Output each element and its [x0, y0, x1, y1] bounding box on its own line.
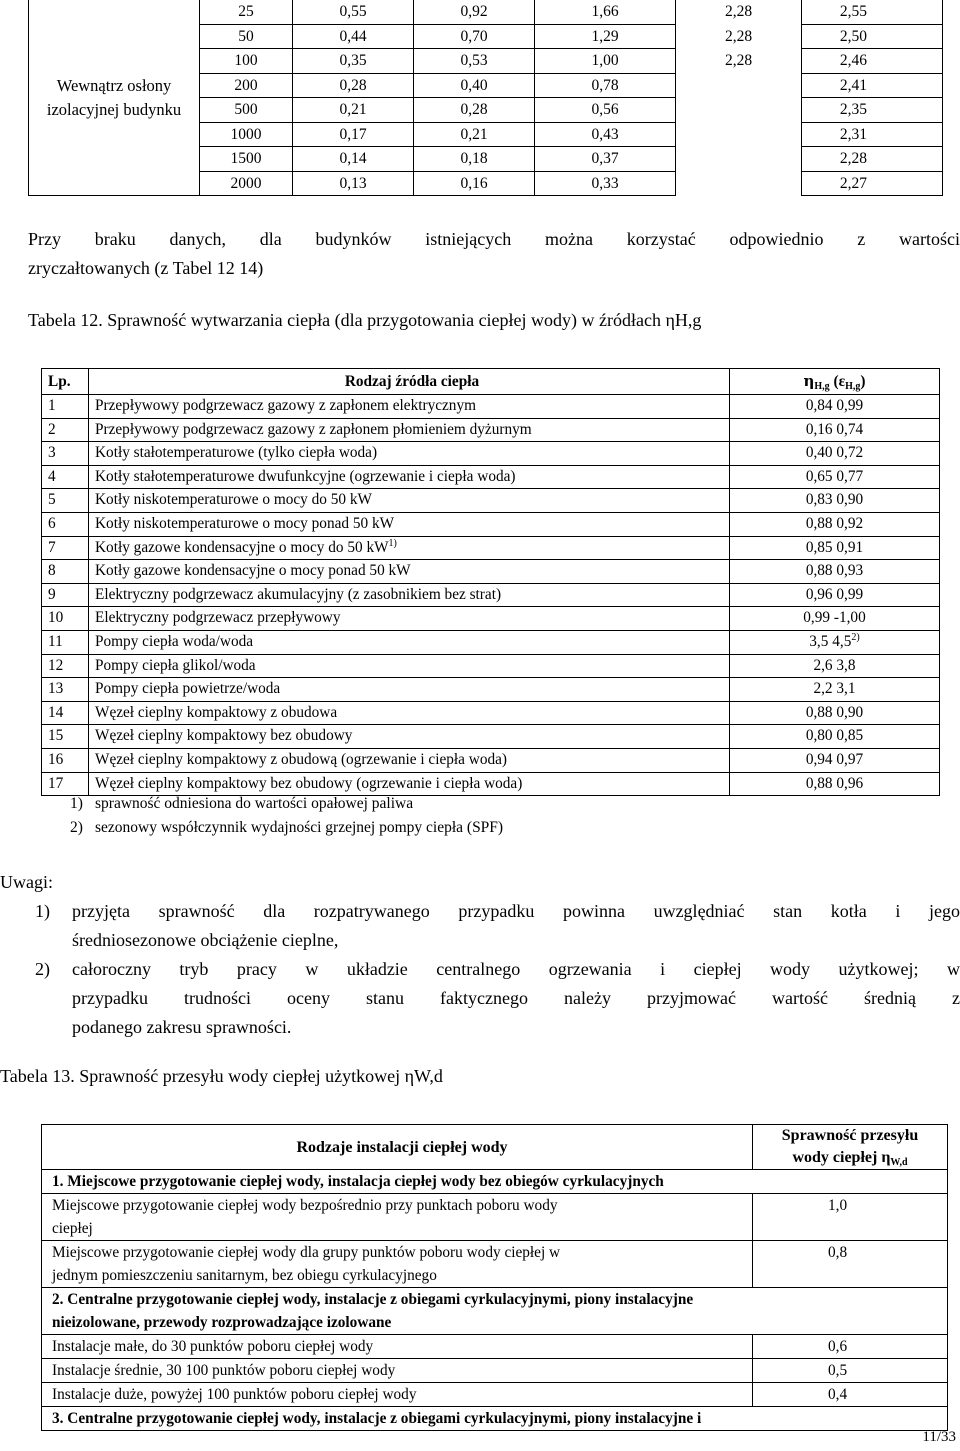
eps-open: (ε	[829, 373, 846, 390]
table-cell: 0,56	[535, 98, 676, 123]
efficiency-range: 0,88 0,96	[805, 774, 864, 792]
row-name: Instalacje średnie, 30 100 punktów poboru ciepłej wody	[42, 1359, 753, 1383]
efficiency-value	[730, 607, 940, 631]
row-number: 13	[42, 678, 89, 702]
efficiency-range: 0,88 0,90	[805, 703, 864, 721]
table12	[41, 368, 940, 796]
row-name	[42, 1241, 753, 1288]
heat-source-text: Kotły stałotemperaturowe (tylko ciepła woda)	[95, 444, 378, 462]
efficiency-value	[730, 395, 940, 419]
efficiency-value	[730, 748, 940, 772]
table13-header-row	[42, 1125, 948, 1170]
table-cell: 50	[200, 24, 293, 49]
heat-source-text: Elektryczny podgrzewacz przepływowy	[95, 609, 341, 627]
footnote-marker: 1)	[388, 537, 397, 549]
heat-source-text: Węzeł cieplny kompaktowy z obudowa	[95, 703, 338, 721]
table-cell: 200	[200, 73, 293, 98]
table-cell: 0,43	[535, 122, 676, 147]
footnote	[70, 792, 503, 816]
table-cell	[676, 73, 802, 98]
remark-line: przyjęta sprawność dla rozpatrywanego przypadku powinna uwzględniać stan kotła i jego	[72, 901, 960, 921]
table13	[41, 1124, 948, 1431]
table-cell: 2,55	[802, 0, 943, 24]
efficiency-value	[730, 772, 940, 796]
heat-source-name	[89, 418, 730, 442]
efficiency-range: 2,2 3,1	[813, 680, 856, 698]
table12-caption: Tabela 12. Sprawność wytwarzania ciepła (dla przygotowania ciepłej wody) w źródłach ηH,g	[28, 310, 702, 330]
efficiency-range: 0,88 0,93	[805, 562, 864, 580]
table-row	[42, 630, 940, 654]
remarks-list	[35, 897, 960, 1042]
row-number: 4	[42, 465, 89, 489]
efficiency-value	[730, 536, 940, 560]
row-name: Instalacje małe, do 30 punktów poboru ciepłej wody	[42, 1335, 753, 1359]
row-value: 0,6	[753, 1335, 948, 1359]
remark-line: podanego zakresu sprawności.	[72, 1017, 292, 1037]
efficiency-table-continued	[28, 0, 943, 196]
row-number: 8	[42, 560, 89, 584]
heat-source-text: Przepływowy podgrzewacz gazowy z zapłonem elektrycznym	[95, 397, 476, 414]
heat-source-name	[89, 725, 730, 749]
table-row	[42, 725, 940, 749]
efficiency-value	[730, 583, 940, 607]
table-row	[42, 489, 940, 513]
heat-source-name	[89, 583, 730, 607]
table-row	[42, 607, 940, 631]
table-row	[42, 748, 940, 772]
table-row	[42, 395, 940, 419]
table-row	[42, 583, 940, 607]
section-title: 1. Miejscowe przygotowanie ciepłej wody, instalacja ciepłej wody bez obiegów cyrkulacyjnych	[42, 1170, 948, 1194]
remark-line: średniosezonowe obciążenie cieplne,	[72, 930, 339, 950]
row-number: 10	[42, 607, 89, 631]
heat-source-name	[89, 748, 730, 772]
row-name: Instalacje duże, powyżej 100 punktów poboru ciepłej wody	[42, 1383, 753, 1407]
remark-number: 1)	[35, 901, 50, 921]
table-cell: 2,28	[676, 0, 802, 24]
efficiency-range: 0,65 0,77	[805, 467, 864, 485]
heat-source-name	[89, 512, 730, 536]
remark-line: przypadku trudności oceny stanu faktycznego należy przyjmować wartość średnią z	[72, 988, 960, 1008]
table-row	[42, 1194, 948, 1241]
heat-source-name	[89, 560, 730, 584]
table-cell: 0,92	[414, 0, 535, 24]
table-row	[29, 0, 943, 24]
table-row	[42, 1359, 948, 1383]
table-row	[42, 465, 940, 489]
table-cell: 0,40	[414, 73, 535, 98]
efficiency-range: 0,83 0,90	[805, 491, 864, 509]
row-number: 7	[42, 536, 89, 560]
table13-section-3	[42, 1407, 948, 1431]
table-cell: 0,21	[414, 122, 535, 147]
table13-section-1	[42, 1170, 948, 1194]
table-cell: 2,31	[802, 122, 943, 147]
footnote-text: sprawność odniesiona do wartości opałowej paliwa	[95, 795, 414, 812]
remark-line: całoroczny tryb pracy w układzie centralnego ogrzewania i ciepłej wody użytkowej; w	[72, 959, 960, 979]
table12-header-lp: Lp.	[42, 369, 89, 395]
table-cell: 0,18	[414, 147, 535, 172]
table-cell: 0,44	[293, 24, 414, 49]
section-title	[42, 1288, 948, 1335]
efficiency-range: 0,94 0,97	[805, 750, 864, 768]
heat-source-name	[89, 678, 730, 702]
row-number: 6	[42, 512, 89, 536]
table12-notes	[70, 792, 503, 840]
section-title-line2: nieizolowane, przewody rozprowadzające izolowane	[52, 1314, 392, 1331]
heat-source-text: Kotły stałotemperaturowe dwufunkcyjne (ogrzewanie i ciepła woda)	[95, 467, 516, 485]
efficiency-value	[730, 442, 940, 466]
efficiency-value	[730, 418, 940, 442]
table-cell: 2,28	[676, 24, 802, 49]
table-cell	[676, 171, 802, 196]
row-number: 14	[42, 701, 89, 725]
heat-source-text: Pompy ciepła glikol/woda	[95, 656, 256, 674]
heat-source-text: Elektryczny podgrzewacz akumulacyjny (z zasobnikiem bez strat)	[95, 585, 502, 603]
table-cell: 0,14	[293, 147, 414, 172]
table-cell: 0,37	[535, 147, 676, 172]
table-row	[42, 560, 940, 584]
table-cell: 100	[200, 49, 293, 74]
heat-source-text: Przepływowy podgrzewacz gazowy z zapłonem płomieniem dyżurnym	[95, 420, 532, 438]
efficiency-range: 0,40 0,72	[805, 444, 864, 462]
remarks-title: Uwagi:	[0, 872, 53, 892]
table-cell: 0,33	[535, 171, 676, 196]
heat-source-text: Węzeł cieplny kompaktowy bez obudowy	[95, 727, 353, 745]
eta-subscript: H,g	[814, 381, 830, 392]
heat-source-name	[89, 536, 730, 560]
efficiency-range: 0,85 0,91	[805, 538, 864, 556]
efficiency-range: 2,6 3,8	[813, 656, 856, 674]
eps-subscript: H,g	[845, 381, 861, 392]
efficiency-range: 0,88 0,92	[805, 514, 864, 532]
efficiency-value	[730, 465, 940, 489]
table-cell: 25	[200, 0, 293, 24]
row-number: 2	[42, 418, 89, 442]
table-row	[42, 1383, 948, 1407]
efficiency-range: 0,96 0,99	[805, 585, 864, 603]
row-number: 1	[42, 395, 89, 419]
table-row	[42, 654, 940, 678]
table-row	[42, 512, 940, 536]
table-cell: 2,50	[802, 24, 943, 49]
intro-paragraph	[28, 225, 960, 283]
table-cell	[676, 122, 802, 147]
table12-header-eta	[730, 369, 940, 395]
table-cell: 0,17	[293, 122, 414, 147]
row-name	[42, 1194, 753, 1241]
table-cell: 2,41	[802, 73, 943, 98]
table-cell: 0,21	[293, 98, 414, 123]
remark-item-2	[35, 955, 960, 1042]
table-row	[42, 1335, 948, 1359]
intro-paragraph-line2: zryczałtowanych (z Tabel 12 14)	[28, 258, 264, 278]
table-cell	[676, 98, 802, 123]
table13-caption: Tabela 13. Sprawność przesyłu wody ciepłej użytkowej ηW,d	[0, 1066, 443, 1086]
efficiency-range: 3,5 4,5	[809, 632, 852, 650]
heat-source-text: Pompy ciepła powietrze/woda	[95, 680, 281, 698]
table-cell: 0,55	[293, 0, 414, 24]
row-number: 12	[42, 654, 89, 678]
row-name-line1: Miejscowe przygotowanie ciepłej wody bezpośrednio przy punktach poboru wody	[52, 1197, 558, 1214]
efficiency-value	[730, 725, 940, 749]
row-number: 17	[42, 772, 89, 796]
row-number: 5	[42, 489, 89, 513]
table-row	[42, 536, 940, 560]
table-cell: 0,28	[293, 73, 414, 98]
section-title: 3. Centralne przygotowanie ciepłej wody, instalacje z obiegami cyrkulacyjnymi, piony instalacyjne i	[42, 1407, 948, 1431]
heat-source-name	[89, 701, 730, 725]
header-value-line1: Sprawność przesyłu	[781, 1127, 919, 1144]
efficiency-range: 0,84 0,99	[805, 397, 864, 414]
table12-header-source: Rodzaj źródła ciepła	[89, 369, 730, 395]
table-cell: 0,53	[414, 49, 535, 74]
table-cell: 0,16	[414, 171, 535, 196]
heat-source-name	[89, 489, 730, 513]
table12-header-row	[42, 369, 940, 395]
table-cell: 500	[200, 98, 293, 123]
table-cell: 1500	[200, 147, 293, 172]
header-value-subscript: W,d	[890, 1157, 908, 1168]
heat-source-name	[89, 607, 730, 631]
row-name-line2: jednym pomieszczeniu sanitarnym, bez obiegu cyrkulacyjnego	[52, 1267, 437, 1284]
efficiency-range: 0,16 0,74	[805, 420, 864, 438]
heat-source-text: Kotły gazowe kondensacyjne o mocy do 50 kW	[95, 538, 389, 556]
heat-source-text: Kotły gazowe kondensacyjne o mocy ponad 50 kW	[95, 562, 411, 580]
heat-source-text: Węzeł cieplny kompaktowy bez obudowy (ogrzewanie i ciepła woda)	[95, 774, 523, 792]
location-label: Wewnątrz osłony izolacyjnej budynku	[29, 0, 200, 196]
heat-source-name	[89, 630, 730, 654]
table-cell: 0,70	[414, 24, 535, 49]
header-value-line2: wody ciepłej η	[792, 1149, 891, 1166]
row-value: 0,8	[753, 1241, 948, 1288]
table-cell: 2000	[200, 171, 293, 196]
eps-close: )	[860, 373, 866, 390]
table13-header-value	[753, 1125, 948, 1170]
row-number: 3	[42, 442, 89, 466]
efficiency-value	[730, 678, 940, 702]
heat-source-name	[89, 442, 730, 466]
table-cell	[676, 147, 802, 172]
table12-body	[42, 369, 940, 796]
footnote-text: sezonowy współczynnik wydajności grzejnej pompy ciepła (SPF)	[95, 819, 504, 836]
row-value: 0,4	[753, 1383, 948, 1407]
table-cell: 2,28	[802, 147, 943, 172]
intro-paragraph-line1: Przy braku danych, dla budynków istniejących można korzystać odpowiednio z wartości	[28, 229, 960, 249]
row-value: 1,0	[753, 1194, 948, 1241]
table-cell: 2,27	[802, 171, 943, 196]
efficiency-table-body	[29, 0, 943, 196]
row-value: 0,5	[753, 1359, 948, 1383]
row-name-line1: Miejscowe przygotowanie ciepłej wody dla grupy punktów poboru wody ciepłej w	[52, 1244, 561, 1261]
table-row	[42, 701, 940, 725]
remark-item-1	[35, 897, 960, 955]
table-cell: 0,78	[535, 73, 676, 98]
table-row	[42, 678, 940, 702]
heat-source-name	[89, 654, 730, 678]
row-number: 16	[42, 748, 89, 772]
efficiency-value	[730, 489, 940, 513]
efficiency-value	[730, 701, 940, 725]
footnote-number: 1)	[70, 795, 83, 812]
row-number: 11	[42, 630, 89, 654]
table-cell: 1,29	[535, 24, 676, 49]
efficiency-value	[730, 560, 940, 584]
heat-source-text: Kotły niskotemperaturowe o mocy do 50 kW	[95, 491, 372, 509]
table-cell: 0,35	[293, 49, 414, 74]
heat-source-text: Kotły niskotemperaturowe o mocy ponad 50 kW	[95, 514, 395, 532]
row-name-line2: ciepłej	[52, 1220, 93, 1237]
table-cell: 1,00	[535, 49, 676, 74]
table13-section-2	[42, 1288, 948, 1335]
page-number: 11/33	[922, 1429, 956, 1445]
table-row	[42, 442, 940, 466]
table-cell: 2,28	[676, 49, 802, 74]
table-cell: 2,35	[802, 98, 943, 123]
row-number: 15	[42, 725, 89, 749]
table13-header-name: Rodzaje instalacji ciepłej wody	[42, 1125, 753, 1170]
efficiency-value	[730, 654, 940, 678]
efficiency-range: 0,80 0,85	[805, 727, 864, 745]
table-row	[42, 418, 940, 442]
remark-number: 2)	[35, 959, 50, 979]
footnote	[70, 816, 503, 840]
table-cell: 0,28	[414, 98, 535, 123]
efficiency-value	[730, 630, 940, 654]
table-cell: 1,66	[535, 0, 676, 24]
table-row	[42, 1241, 948, 1288]
heat-source-name	[89, 395, 730, 419]
table-cell: 1000	[200, 122, 293, 147]
heat-source-text: Pompy ciepła woda/woda	[95, 632, 254, 650]
section-title-line1: 2. Centralne przygotowanie ciepłej wody, instalacje z obiegami cyrkulacyjnymi, piony instalacyjne	[52, 1291, 694, 1308]
efficiency-value	[730, 512, 940, 536]
heat-source-text: Węzeł cieplny kompaktowy z obudową (ogrzewanie i ciepła woda)	[95, 750, 508, 768]
heat-source-name	[89, 465, 730, 489]
table-cell: 0,13	[293, 171, 414, 196]
table-cell: 2,46	[802, 49, 943, 74]
row-number: 9	[42, 583, 89, 607]
footnote-marker: 2)	[851, 631, 860, 643]
footnote-number: 2)	[70, 819, 83, 836]
eta-symbol: η	[803, 372, 815, 390]
efficiency-range: 0,99 -1,00	[803, 609, 866, 627]
